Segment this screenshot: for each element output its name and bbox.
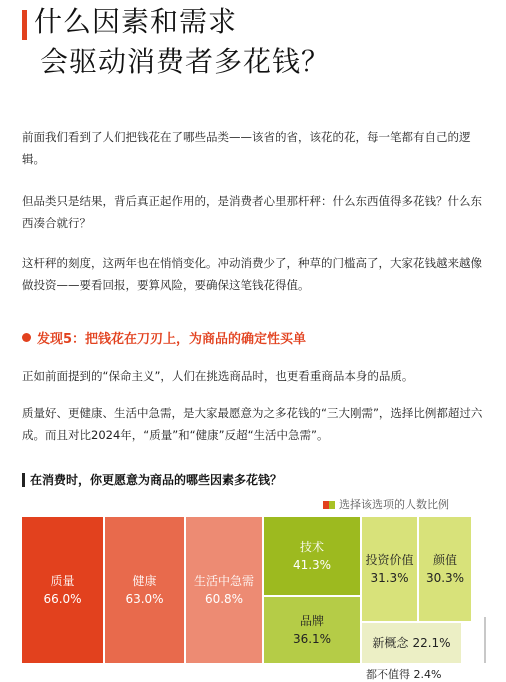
tile-value: 2.4%	[413, 668, 442, 681]
tile-label: 健康	[132, 574, 157, 588]
finding-paragraph-2: 质量好、更健康、生活中急需，是大家最愿意为之多花钱的“三大刚需”，选择比例都超过六成。而且对比2024年，“质量”和“健康”反超“生活中急需”。	[22, 406, 483, 442]
finding-heading-text: 发现5：把钱花在刀刃上，为商品的确定性买单	[37, 332, 307, 347]
tile-value: 66.0%	[43, 592, 82, 606]
treemap-tile-urgent-need	[186, 517, 262, 663]
intro-paragraph-3: 这杆秤的刻度，这两年也在悄悄变化。冲动消费少了，种草的门槛高了，大家花钱越来越像做投资——要看回报，要算风险，要确保这笔钱花得值。	[22, 256, 482, 292]
tile-value: 60.8%	[204, 592, 244, 606]
tile-label: 生活中急需	[193, 574, 254, 588]
tile-value: 36.1%	[292, 632, 332, 646]
intro-paragraph-2: 但品类只是结果，背后真正起作用的，是消费者心里那杆秤：什么东西值得多花钱？什么东西凑合就行？	[22, 194, 482, 230]
not-worth-label	[366, 666, 441, 682]
tile-label: 颜值	[432, 553, 457, 567]
treemap-tile-health	[105, 517, 184, 663]
treemap-tile-quality	[22, 517, 103, 663]
treemap-tile-not-worth	[484, 617, 486, 663]
tile-value: 63.0%	[125, 592, 164, 606]
treemap-tile-technology	[264, 517, 360, 595]
treemap-tile-new-concept	[362, 623, 461, 663]
tile-label: 投资价值	[365, 553, 414, 567]
tile-label: 质量	[50, 574, 75, 588]
intro-paragraph-1: 前面我们看到了人们把钱花在了哪些品类——该省的省，该花的花，每一笔都有自己的逻辑。	[22, 130, 471, 166]
finding-paragraph-1: 正如前面提到的“保命主义”，人们在挑选商品时，也更看重商品本身的品质。	[22, 369, 414, 383]
page-title-line2: 会驱动消费者多花钱？	[40, 45, 331, 78]
treemap-tile-investment-value	[362, 517, 417, 621]
treemap-tile-appearance	[419, 517, 471, 621]
tile-label: 新概念	[372, 636, 409, 650]
tile-value: 22.1%	[412, 636, 451, 650]
tile-label: 技术	[299, 540, 324, 554]
page-title	[34, 2, 330, 82]
tile-label: 品牌	[299, 614, 324, 628]
tile-value: 31.3%	[370, 571, 409, 585]
tile-value: 41.3%	[292, 558, 332, 572]
chart-title-bar	[22, 473, 25, 487]
page-title-line1: 什么因素和需求	[34, 5, 238, 38]
chart-legend	[323, 496, 449, 512]
legend-swatch-green	[329, 501, 335, 509]
finding-heading	[22, 328, 306, 347]
chart-title: 在消费时，你更愿意为商品的哪些因素多花钱？	[30, 473, 283, 487]
title-accent-bar	[22, 10, 27, 40]
treemap-tile-brand	[264, 597, 360, 663]
tile-label: 都不值得	[366, 668, 410, 681]
tile-value: 30.3%	[425, 571, 465, 585]
bullet-dot-icon	[22, 333, 31, 342]
legend-label: 选择该选项的人数比例	[339, 498, 449, 511]
